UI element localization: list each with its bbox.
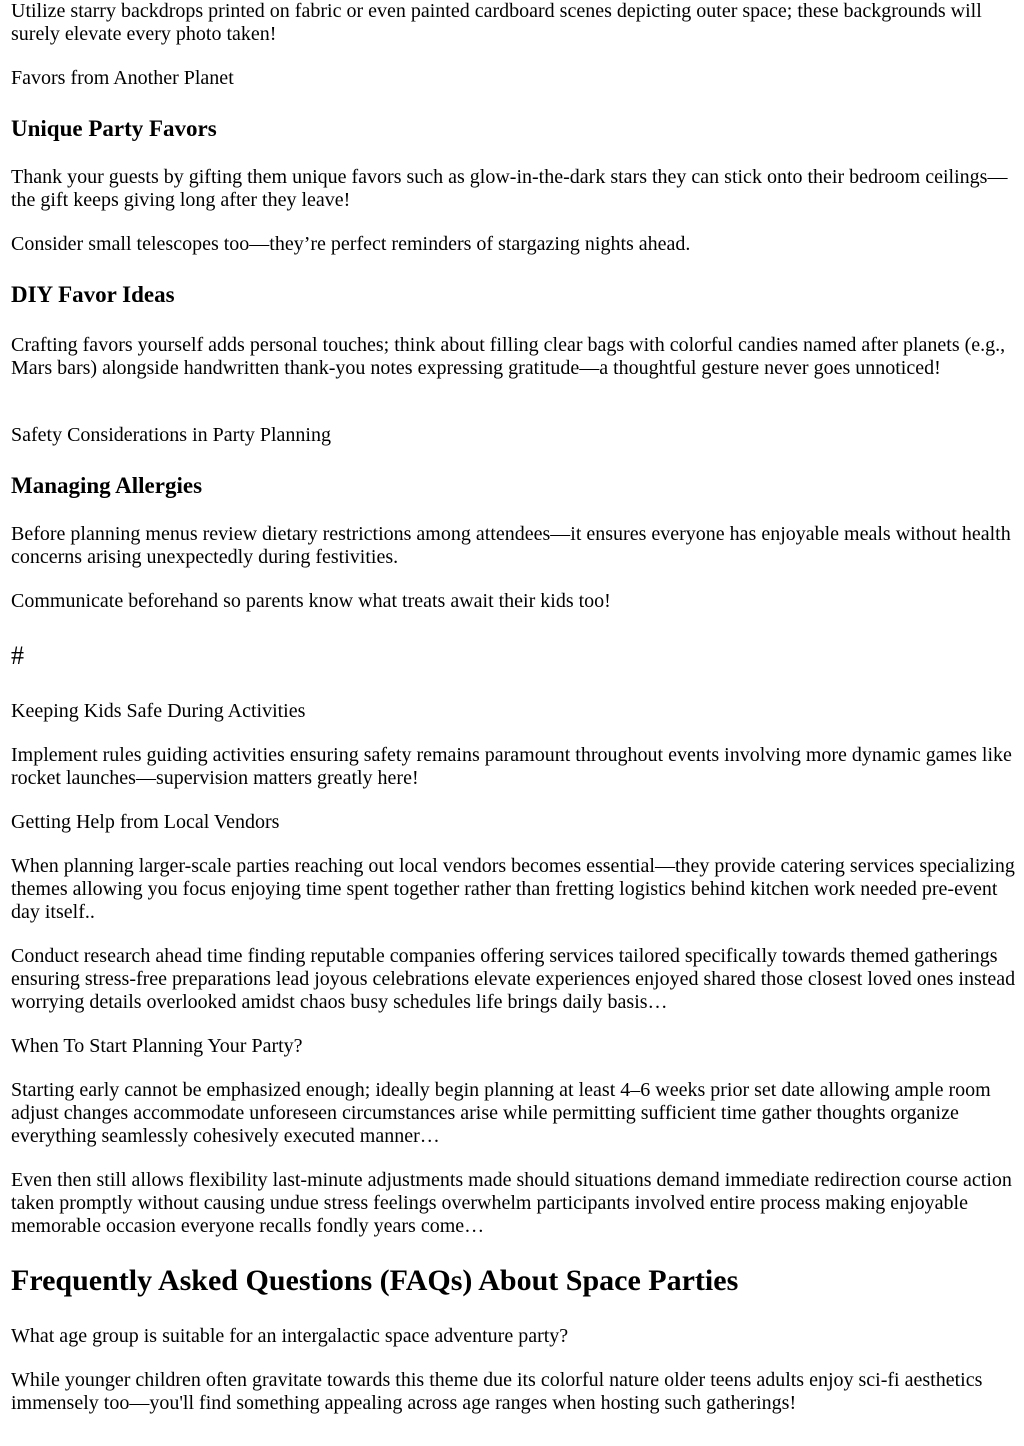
paragraph: Crafting favors yourself adds personal touches; think about filling clear bags with colorful candies named after planets (e.g., Mars bars) alongside handwritten thank-you notes expressing gratitude—a thoughtful gesture never goes unnoticed! xyxy=(11,334,1006,379)
paragraph: Even then still allows flexibility last-minute adjustments made should situations demand immediate redirection course action taken promptly without causing undue stress feelings overwhelm participants involved entire process making enjoyable memorable occasion everyone recalls fondly years come… xyxy=(11,1169,1012,1237)
paragraph: When planning larger-scale parties reaching out local vendors becomes essential—they provide catering services specializing themes allowing you focus enjoying time spent together rather than fretting logistics behind kitchen work needed pre-event day itself.. xyxy=(11,855,1015,923)
paragraph: Thank your guests by gifting them unique favors such as glow-in-the-dark stars they can stick onto their bedroom ceilings—the gift keeps giving long after they leave! xyxy=(11,166,1008,211)
paragraph: Conduct research ahead time finding reputable companies offering services tailored specifically towards themed gatherings ensuring stress-free preparations lead joyous celebrations elevate experiences enjoyed shared those closest loved ones instead worrying details overlooked amidst chaos busy schedules life brings daily basis… xyxy=(11,945,1016,1013)
section-heading: Managing Allergies xyxy=(11,473,203,498)
section-label: Keeping Kids Safe During Activities xyxy=(11,700,306,722)
paragraph: Starting early cannot be emphasized enough; ideally begin planning at least 4–6 weeks prior set date allowing ample room adjust changes accommodate unforeseen circumstances arise while permitting sufficient time gather thoughts organize everything seamlessly cohesively executed manner… xyxy=(11,1079,991,1147)
paragraph: Before planning menus review dietary restrictions among attendees—it ensures everyone has enjoyable meals without health concerns arising unexpectedly during festivities. xyxy=(11,523,1011,568)
section-heading: DIY Favor Ideas xyxy=(11,282,175,307)
faq-question: What age group is suitable for an intergalactic space adventure party? xyxy=(11,1325,569,1347)
section-label: When To Start Planning Your Party? xyxy=(11,1035,303,1057)
paragraph: Implement rules guiding activities ensuring safety remains paramount throughout events involving more dynamic games like rocket launches—supervision matters greatly here! xyxy=(11,744,1012,789)
paragraph: Consider small telescopes too—they’re perfect reminders of stargazing nights ahead. xyxy=(11,233,691,255)
paragraph: Utilize starry backdrops printed on fabric or even painted cardboard scenes depicting outer space; these backgrounds will surely elevate every photo taken! xyxy=(11,0,982,45)
faq-answer: While younger children often gravitate towards this theme due its colorful nature older teens adults enjoy sci-fi aesthetics immensely too—you'll find something appealing across age ranges when hosting such gatherings! xyxy=(11,1369,983,1414)
section-label: Favors from Another Planet xyxy=(11,67,234,89)
section-heading: Unique Party Favors xyxy=(11,116,217,141)
section-label: Getting Help from Local Vendors xyxy=(11,811,280,833)
faq-heading: Frequently Asked Questions (FAQs) About Space Parties xyxy=(11,1264,739,1297)
heading-hash: # xyxy=(11,641,24,670)
paragraph: Communicate beforehand so parents know what treats await their kids too! xyxy=(11,590,611,612)
section-label: Safety Considerations in Party Planning xyxy=(11,424,331,446)
